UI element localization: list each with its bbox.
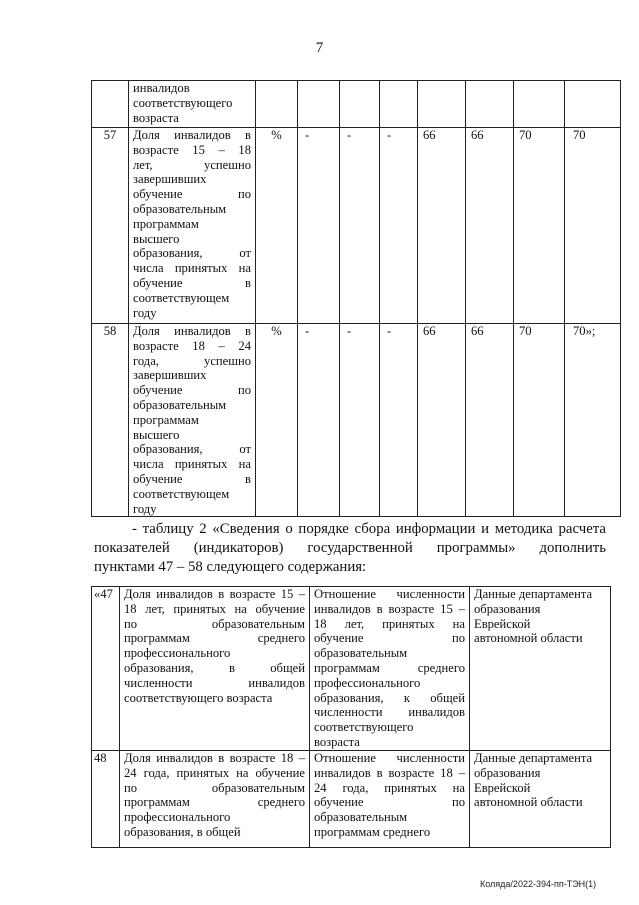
value-cell: 70 bbox=[565, 128, 621, 324]
calculation-method-line: Отношение численности bbox=[314, 587, 465, 601]
indicator-name-line: численности инвалидов bbox=[124, 675, 305, 690]
indicator-name-line: Доля инвалидов в bbox=[133, 324, 251, 338]
calculation-method-line: 18 лет, принятых на bbox=[314, 616, 465, 631]
value-cell: - bbox=[340, 324, 380, 517]
indicator-name-line: по образовательным bbox=[124, 616, 305, 631]
table-row bbox=[92, 751, 611, 848]
table-row bbox=[92, 324, 621, 517]
calculation-method-line: обучение по bbox=[314, 795, 465, 810]
value-cell bbox=[418, 81, 466, 128]
indicator-name-line: 18 лет, принятых на обучение bbox=[124, 601, 305, 616]
data-source-line: Данные департамента bbox=[474, 587, 593, 601]
indicator-name bbox=[120, 751, 310, 848]
page-number: 7 bbox=[315, 40, 324, 56]
indicator-name-line: образовательным bbox=[133, 201, 227, 216]
data-source-line: образования bbox=[474, 765, 541, 780]
data-source-line: образования bbox=[474, 601, 541, 616]
value-cell: 70 bbox=[514, 324, 565, 517]
value-cell bbox=[340, 81, 380, 128]
indicator-name-line: образования, в общей bbox=[124, 824, 241, 839]
indicator-name-line: года, успешно bbox=[133, 353, 251, 368]
indicator-name-line: лет, успешно bbox=[133, 157, 251, 172]
amendment-intro bbox=[94, 520, 606, 577]
row-number: 57 bbox=[92, 128, 129, 324]
indicator-name-line: Доля инвалидов в возрасте 15 – bbox=[124, 587, 305, 601]
indicator-name-line: программам среднего bbox=[124, 795, 305, 810]
table-row bbox=[92, 81, 621, 128]
value-cell: 66 bbox=[418, 128, 466, 324]
value-cell: - bbox=[380, 324, 418, 517]
indicator-name-line: образовательным bbox=[133, 397, 227, 412]
calculation-method-line: профессионального bbox=[314, 675, 421, 690]
intro-line-1: - таблицу 2 «Сведения о порядке сбора информации и методика расчета bbox=[132, 521, 606, 537]
indicator-name-line: программам bbox=[133, 216, 199, 231]
unit-cell: % bbox=[256, 324, 298, 517]
calculation-method-line: образовательным bbox=[314, 810, 408, 825]
row-number: 58 bbox=[92, 324, 129, 517]
indicator-name-line: возрасте 15 – 18 bbox=[133, 142, 251, 157]
indicator-name-line: Доля инвалидов в bbox=[133, 128, 251, 142]
calculation-method-line: инвалидов в возрасте 18 – bbox=[314, 765, 465, 780]
calculation-method-line: 24 года, принятых на bbox=[314, 780, 465, 795]
calculation-method-line: программам среднего bbox=[314, 660, 465, 675]
table-row bbox=[92, 128, 621, 324]
data-source bbox=[470, 587, 611, 751]
data-source-line: Еврейской bbox=[474, 780, 531, 795]
indicator-name-line: завершивших bbox=[133, 368, 207, 383]
calculation-method-line: численности инвалидов bbox=[314, 705, 465, 720]
intro-line-2: показателей (индикаторов) государственной программы» дополнить bbox=[94, 540, 606, 556]
value-cell: 70 bbox=[514, 128, 565, 324]
indicator-name-line: высшего bbox=[133, 231, 180, 246]
value-cell: - bbox=[298, 324, 340, 517]
value-cell bbox=[565, 81, 621, 128]
data-source bbox=[470, 751, 611, 848]
value-cell: - bbox=[298, 128, 340, 324]
indicator-name-line: образования, от bbox=[133, 442, 251, 457]
unit-cell bbox=[256, 81, 298, 128]
value-cell bbox=[466, 81, 514, 128]
value-cell bbox=[514, 81, 565, 128]
calculation-method-line: образования, к общей bbox=[314, 690, 465, 705]
calculation-method bbox=[310, 587, 470, 751]
data-source-line: автономной области bbox=[474, 631, 583, 646]
indicator-name-line: обучение по bbox=[133, 383, 251, 398]
indicator-name-line: соответствующего bbox=[133, 95, 233, 110]
indicator-name-line: завершивших bbox=[133, 172, 207, 187]
indicator-name-line: программам bbox=[133, 412, 199, 427]
indicator-name-line: году bbox=[133, 501, 157, 516]
unit-cell: % bbox=[256, 128, 298, 324]
indicator-name-line: числа принятых на bbox=[133, 261, 251, 276]
value-cell: 66 bbox=[466, 324, 514, 517]
value-cell: - bbox=[380, 128, 418, 324]
indicator-name-line: году bbox=[133, 305, 157, 320]
indicator-name-line: обучение в bbox=[133, 275, 251, 290]
indicator-name-line: по образовательным bbox=[124, 780, 305, 795]
calculation-method-line: соответствующего bbox=[314, 720, 414, 735]
indicator-name-line: образования, от bbox=[133, 246, 251, 261]
row-number bbox=[92, 81, 129, 128]
row-number: «47 bbox=[92, 587, 120, 751]
indicator-name-line: профессионального bbox=[124, 810, 231, 825]
value-cell bbox=[380, 81, 418, 128]
value-cell: 66 bbox=[418, 324, 466, 517]
indicator-name-line: инвалидов bbox=[133, 81, 190, 95]
calculation-method bbox=[310, 751, 470, 848]
data-source-line: Данные департамента bbox=[474, 751, 593, 765]
indicator-name bbox=[129, 128, 256, 324]
indicator-name-line: образования, в общей bbox=[124, 660, 305, 675]
calculation-method-line: обучение по bbox=[314, 631, 465, 646]
indicator-name bbox=[120, 587, 310, 751]
intro-line-3: пунктами 47 – 58 следующего содержания: bbox=[94, 559, 367, 575]
calculation-method-line: Отношение численности bbox=[314, 751, 465, 765]
indicator-name-line: возрасте 18 – 24 bbox=[133, 338, 251, 353]
indicator-name-line: возраста bbox=[133, 110, 179, 125]
value-cell: 66 bbox=[466, 128, 514, 324]
methodology-table bbox=[91, 586, 611, 848]
row-number: 48 bbox=[92, 751, 120, 848]
indicator-name-line: соответствующем bbox=[133, 290, 230, 305]
indicator-name-line: соответствующем bbox=[133, 486, 230, 501]
indicator-name-line: профессионального bbox=[124, 646, 231, 661]
indicator-name-line: высшего bbox=[133, 427, 180, 442]
indicator-name-line: Доля инвалидов в возрасте 18 – bbox=[124, 751, 305, 765]
indicator-name-line: обучение по bbox=[133, 187, 251, 202]
indicator-name bbox=[129, 324, 256, 517]
table-row bbox=[92, 587, 611, 751]
indicator-name-line: 24 года, принятых на обучение bbox=[124, 765, 305, 780]
indicators-table bbox=[91, 80, 621, 517]
indicator-name-line: числа принятых на bbox=[133, 457, 251, 472]
value-cell bbox=[298, 81, 340, 128]
calculation-method-line: образовательным bbox=[314, 646, 408, 661]
value-cell: - bbox=[340, 128, 380, 324]
document-footer-code: Коляда/2022-394-пп-ТЭН(1) bbox=[480, 879, 597, 889]
indicator-name-line: обучение в bbox=[133, 471, 251, 486]
data-source-line: Еврейской bbox=[474, 616, 531, 631]
indicator-name-line: соответствующего возраста bbox=[124, 690, 273, 705]
indicator-name-line: программам среднего bbox=[124, 631, 305, 646]
value-cell: 70»; bbox=[565, 324, 621, 517]
data-source-line: автономной области bbox=[474, 795, 583, 810]
indicator-name bbox=[129, 81, 256, 128]
calculation-method-line: инвалидов в возрасте 15 – bbox=[314, 601, 465, 616]
calculation-method-line: программам среднего bbox=[314, 824, 431, 839]
calculation-method-line: возраста bbox=[314, 734, 360, 749]
